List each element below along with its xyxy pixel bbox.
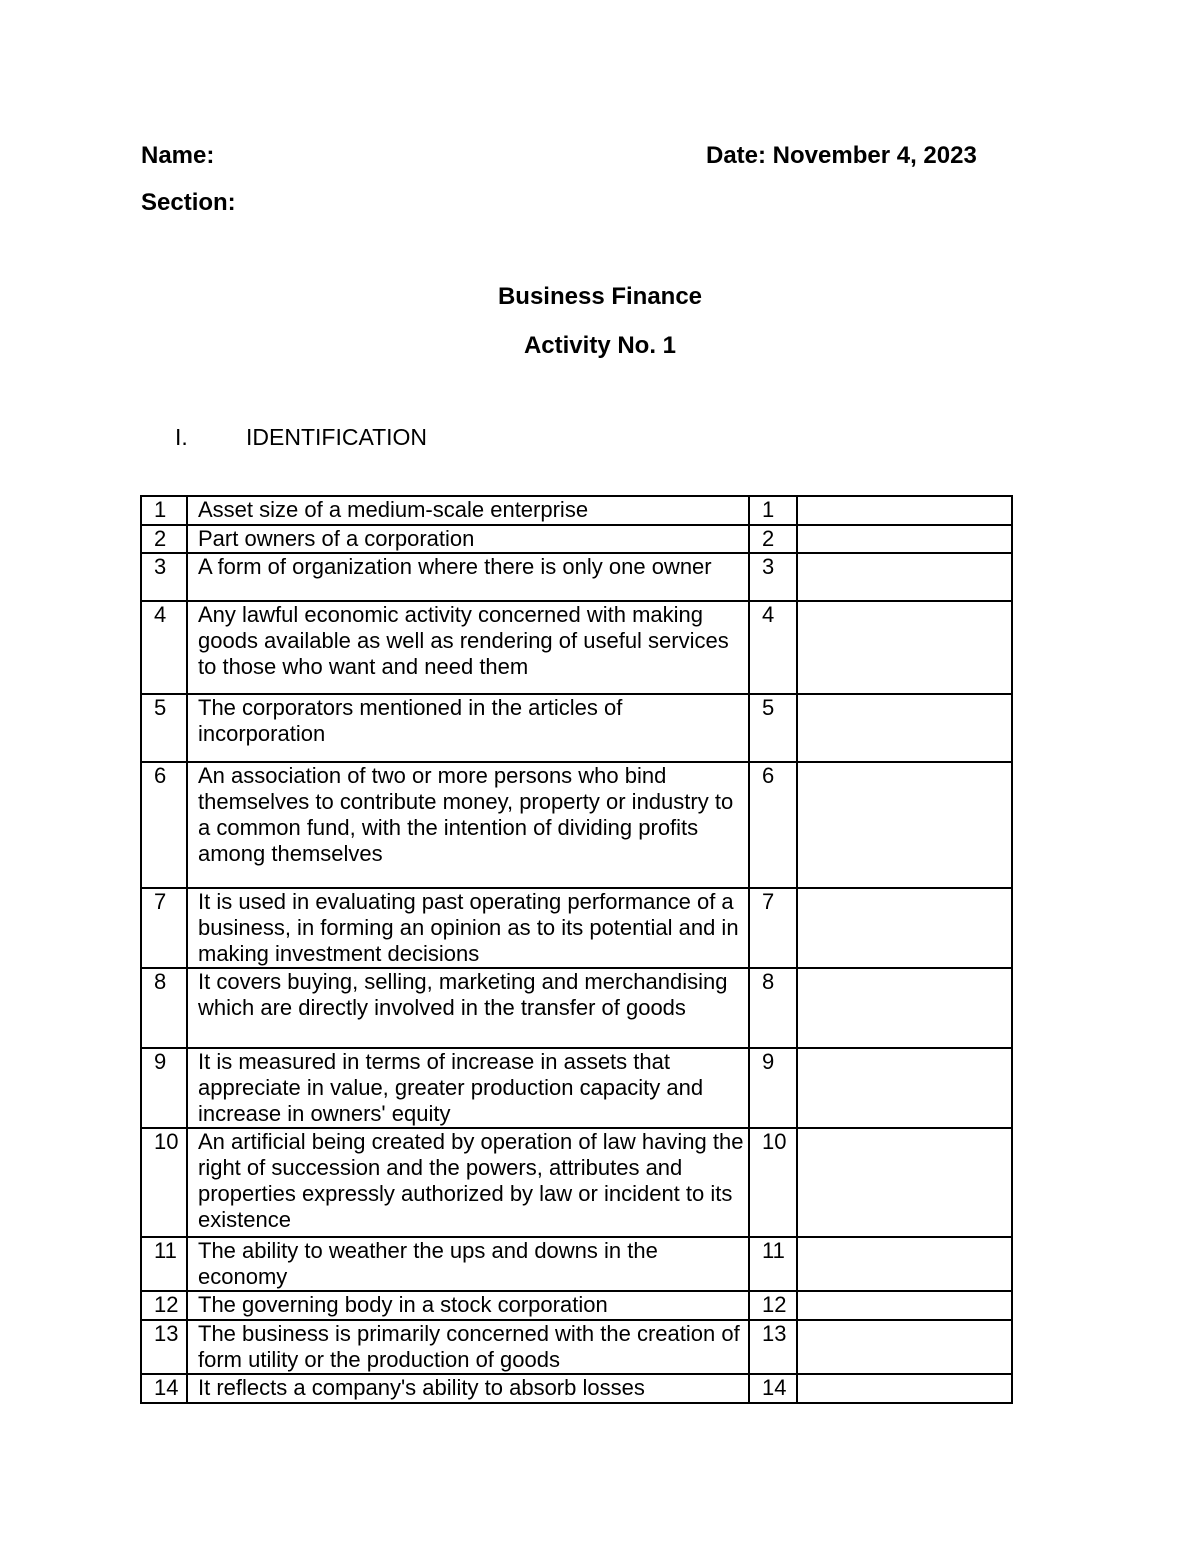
item-text: Any lawful economic activity concerned with making goods available as well as rendering of useful services to those who want and need them [187, 601, 749, 694]
item-text: It covers buying, selling, marketing and merchandising which are directly involved in the transfer of goods [187, 968, 749, 1048]
answer-cell[interactable] [797, 601, 1012, 694]
item-number: 6 [141, 762, 187, 888]
section-label: Section: [141, 189, 236, 216]
item-text: The governing body in a stock corporation [187, 1291, 749, 1320]
answer-number: 13 [749, 1320, 797, 1374]
table-row [141, 525, 1012, 553]
item-number: 4 [141, 601, 187, 694]
section-heading [175, 423, 427, 451]
answer-number: 14 [749, 1374, 797, 1403]
answer-cell[interactable] [797, 1291, 1012, 1320]
item-text: An artificial being created by operation of law having the right of succession and the powers, attributes and properties expressly authorized by law or incident to its existence [187, 1128, 749, 1237]
answer-cell[interactable] [797, 694, 1012, 762]
answer-cell[interactable] [797, 553, 1012, 601]
table-row [141, 1237, 1012, 1291]
table-row [141, 694, 1012, 762]
item-number: 9 [141, 1048, 187, 1128]
answer-number: 3 [749, 553, 797, 601]
table-row [141, 968, 1012, 1048]
item-text: It is measured in terms of increase in assets that appreciate in value, greater production capacity and increase in owners' equity [187, 1048, 749, 1128]
answer-number: 8 [749, 968, 797, 1048]
answer-number: 2 [749, 525, 797, 553]
item-text: Part owners of a corporation [187, 525, 749, 553]
table-row [141, 762, 1012, 888]
answer-number: 4 [749, 601, 797, 694]
item-number: 3 [141, 553, 187, 601]
answer-cell[interactable] [797, 525, 1012, 553]
table-row [141, 496, 1012, 525]
item-text: The business is primarily concerned with the creation of form utility or the production of goods [187, 1320, 749, 1374]
answer-number: 6 [749, 762, 797, 888]
item-number: 2 [141, 525, 187, 553]
table-row [141, 1128, 1012, 1237]
date-label: Date: November 4, 2023 [706, 142, 977, 169]
section-title: IDENTIFICATION [246, 424, 428, 450]
item-number: 5 [141, 694, 187, 762]
name-label: Name: [141, 142, 215, 169]
answer-cell[interactable] [797, 1128, 1012, 1237]
answer-number: 7 [749, 888, 797, 968]
answer-number: 10 [749, 1128, 797, 1237]
item-text: A form of organization where there is only one owner [187, 553, 749, 601]
answer-cell[interactable] [797, 1048, 1012, 1128]
item-text: The corporators mentioned in the articles of incorporation [187, 694, 749, 762]
answer-cell[interactable] [797, 762, 1012, 888]
table-row [141, 601, 1012, 694]
answer-cell[interactable] [797, 888, 1012, 968]
item-number: 10 [141, 1128, 187, 1237]
document-subtitle: Activity No. 1 [523, 332, 677, 359]
item-number: 14 [141, 1374, 187, 1403]
table-row [141, 1320, 1012, 1374]
item-number: 1 [141, 496, 187, 525]
answer-number: 11 [749, 1237, 797, 1291]
item-text: It is used in evaluating past operating performance of a business, in forming an opinion as to its potential and in making investment decisions [187, 888, 749, 968]
answer-number: 1 [749, 496, 797, 525]
item-number: 7 [141, 888, 187, 968]
item-text: An association of two or more persons who bind themselves to contribute money, property or industry to a common fund, with the intention of dividing profits among themselves [187, 762, 749, 888]
item-text: Asset size of a medium-scale enterprise [187, 496, 749, 525]
item-number: 13 [141, 1320, 187, 1374]
identification-table [140, 495, 1013, 1404]
document-title: Business Finance [497, 283, 703, 310]
answer-number: 5 [749, 694, 797, 762]
section-number: I. [175, 424, 188, 450]
table-row [141, 1374, 1012, 1403]
answer-cell[interactable] [797, 1320, 1012, 1374]
table-row [141, 553, 1012, 601]
table-row [141, 888, 1012, 968]
table-row [141, 1048, 1012, 1128]
answer-cell[interactable] [797, 1374, 1012, 1403]
item-text: The ability to weather the ups and downs in the economy [187, 1237, 749, 1291]
item-number: 11 [141, 1237, 187, 1291]
answer-cell[interactable] [797, 1237, 1012, 1291]
item-number: 12 [141, 1291, 187, 1320]
item-number: 8 [141, 968, 187, 1048]
answer-cell[interactable] [797, 496, 1012, 525]
table-row [141, 1291, 1012, 1320]
answer-cell[interactable] [797, 968, 1012, 1048]
item-text: It reflects a company's ability to absorb losses [187, 1374, 749, 1403]
answer-number: 9 [749, 1048, 797, 1128]
answer-number: 12 [749, 1291, 797, 1320]
